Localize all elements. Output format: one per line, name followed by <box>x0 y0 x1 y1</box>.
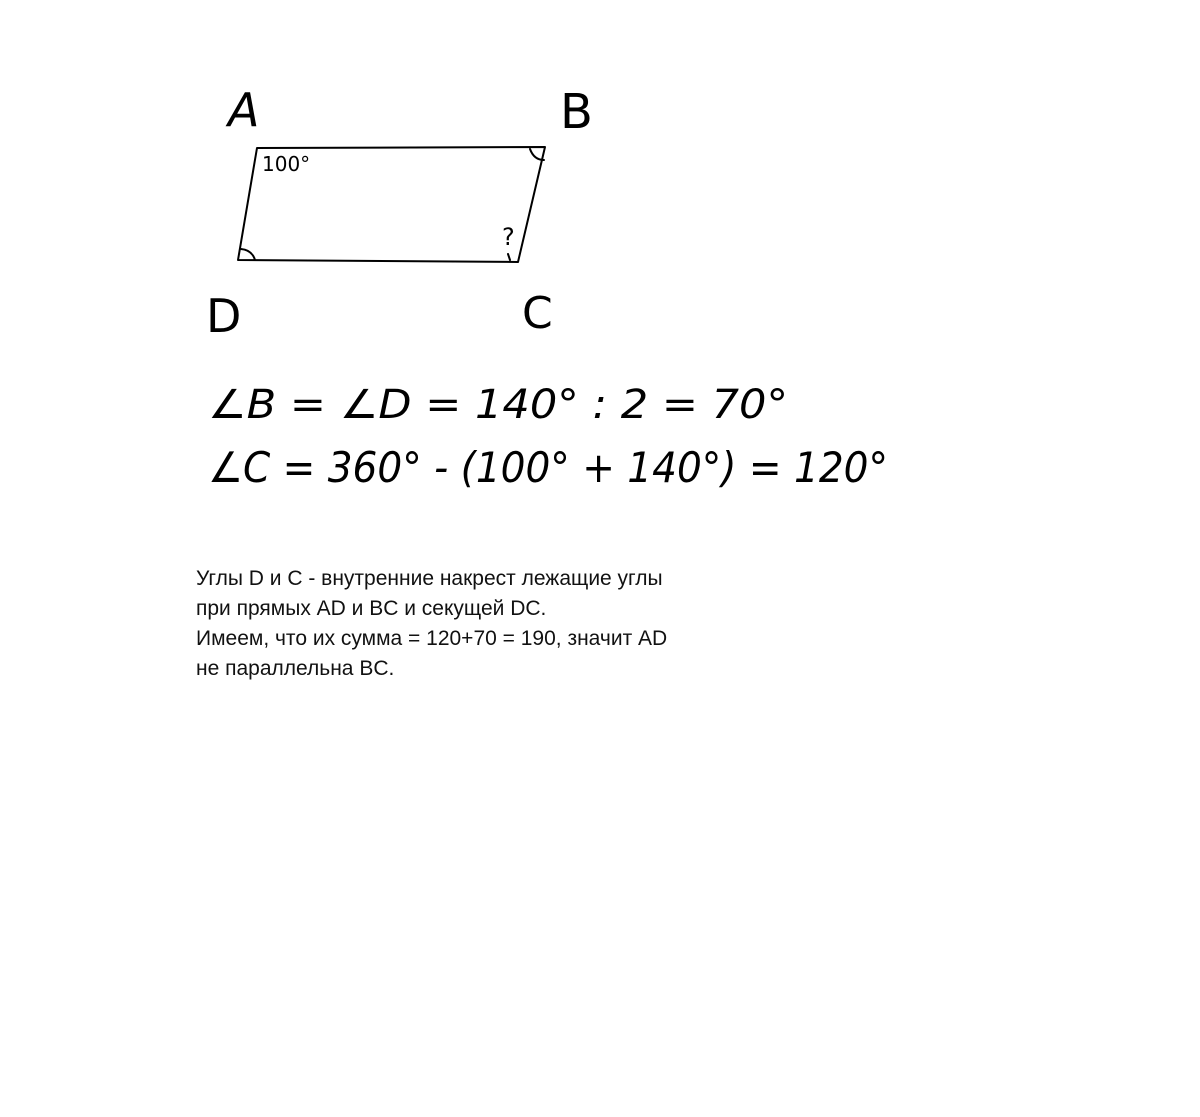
vertex-label-d: D <box>206 289 242 343</box>
explanation-line-4: не параллельна BC. <box>196 657 395 680</box>
vertex-label-c: C <box>522 288 553 339</box>
angle-a-label: 100° <box>262 152 311 176</box>
explanation-text <box>196 564 716 684</box>
vertex-label-a: A <box>228 83 260 137</box>
explanation-line-2: при прямых AD и BC и секущей DC. <box>196 597 547 620</box>
explanation-line-3: Имеем, что их сумма = 120+70 = 190, значит AD <box>196 627 668 650</box>
equation-line-1: ∠B = ∠D = 140° : 2 = 70° <box>208 382 788 428</box>
angle-d-arc <box>241 249 255 260</box>
explanation-line-1: Углы D и C - внутренние накрест лежащие углы <box>196 567 663 590</box>
vertex-label-b: B <box>560 84 593 140</box>
angle-c-label: ? <box>502 223 515 251</box>
angle-c-mark <box>508 254 510 260</box>
equation-line-2: ∠C = 360° - (100° + 140°) = 120° <box>208 443 888 492</box>
